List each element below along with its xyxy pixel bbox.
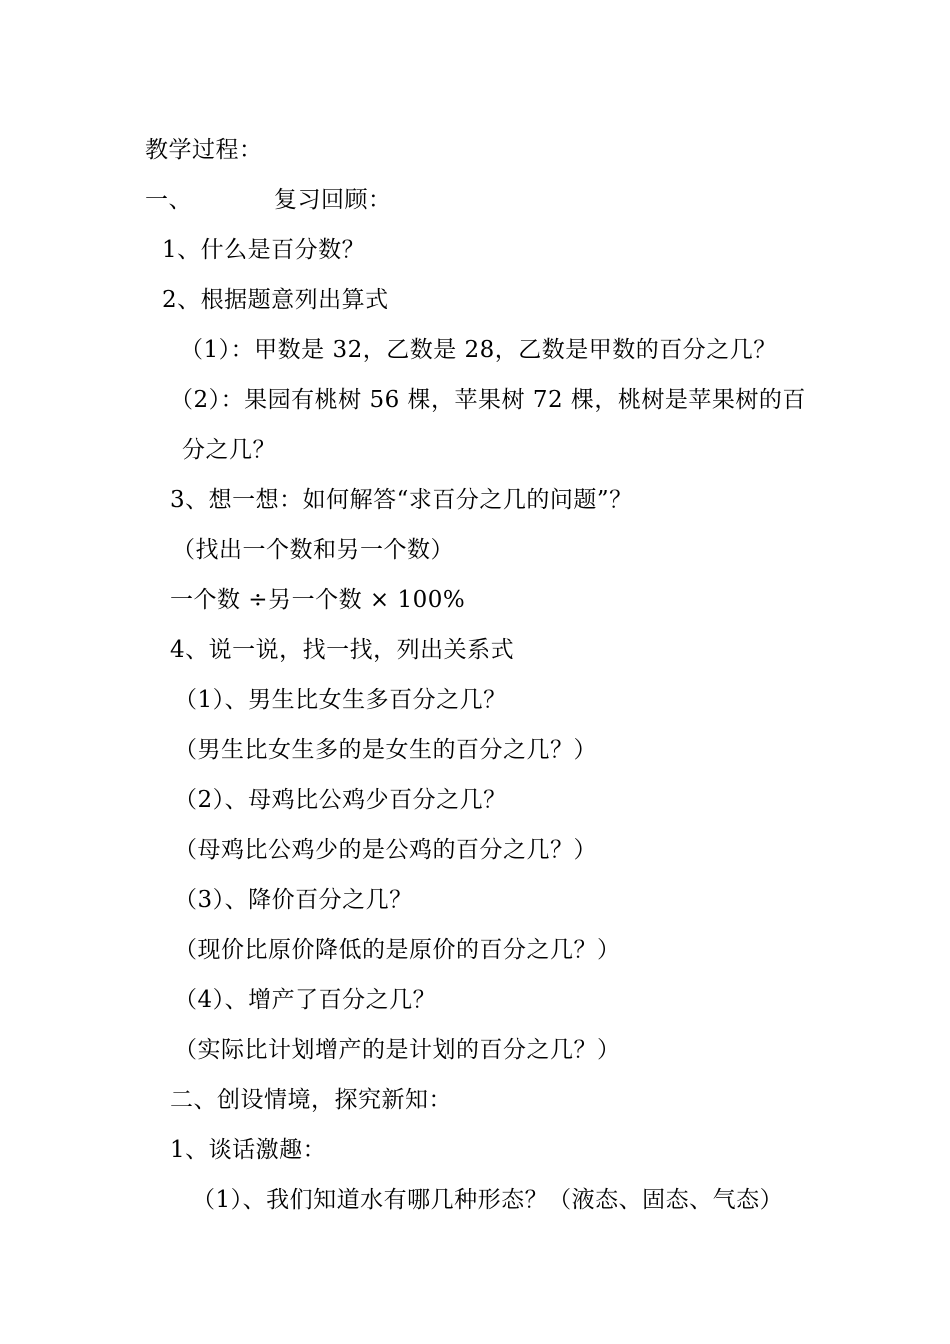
- question-4-item-3: （3）、降价百分之几？: [174, 887, 413, 913]
- section-1-title: 复习回顾：: [274, 187, 392, 213]
- question-4-item-2: （2）、母鸡比公鸡少百分之几？: [174, 787, 507, 813]
- question-4: 4、说一说，找一找，列出关系式: [170, 637, 515, 663]
- question-2-item-1: （1）：甲数是 32，乙数是 28，乙数是甲数的百分之几？: [180, 337, 777, 363]
- question-2-item-2-line-2: 分之几？: [182, 437, 276, 463]
- question-4-item-2-hint: （母鸡比公鸡少的是公鸡的百分之几？）: [174, 837, 597, 863]
- question-4-item-3-hint: （现价比原价降低的是原价的百分之几？）: [174, 937, 621, 963]
- question-3-formula: 一个数 ÷另一个数 × 100%: [170, 587, 466, 613]
- section-2-heading: 二、创设情境，探究新知：: [170, 1087, 452, 1113]
- question-2: 2、根据题意列出算式: [162, 287, 389, 313]
- teaching-process-heading: 教学过程：: [145, 137, 263, 163]
- question-4-item-1: （1）、男生比女生多百分之几？: [174, 687, 507, 713]
- section-1-number: 一、: [145, 187, 192, 213]
- question-3-hint: （找出一个数和另一个数）: [172, 537, 454, 563]
- question-4-item-4-hint: （实际比计划增产的是计划的百分之几？）: [174, 1037, 621, 1063]
- question-3: 3、想一想：如何解答“求百分之几的问题”？: [170, 487, 633, 513]
- section-2-item-1: 1、谈话激趣：: [170, 1137, 327, 1163]
- question-2-item-2-line-1: （2）：果园有桃树 56 棵，苹果树 72 棵，桃树是苹果树的百: [170, 387, 806, 413]
- section-2-item-1-sub-1: （1）、我们知道水有哪几种形态？（液态、固态、气态）: [192, 1187, 784, 1213]
- question-4-item-1-hint: （男生比女生多的是女生的百分之几？）: [174, 737, 597, 763]
- question-4-item-4: （4）、增产了百分之几？: [174, 987, 437, 1013]
- section-1-heading: [145, 185, 392, 215]
- question-1: 1、什么是百分数？: [162, 237, 366, 263]
